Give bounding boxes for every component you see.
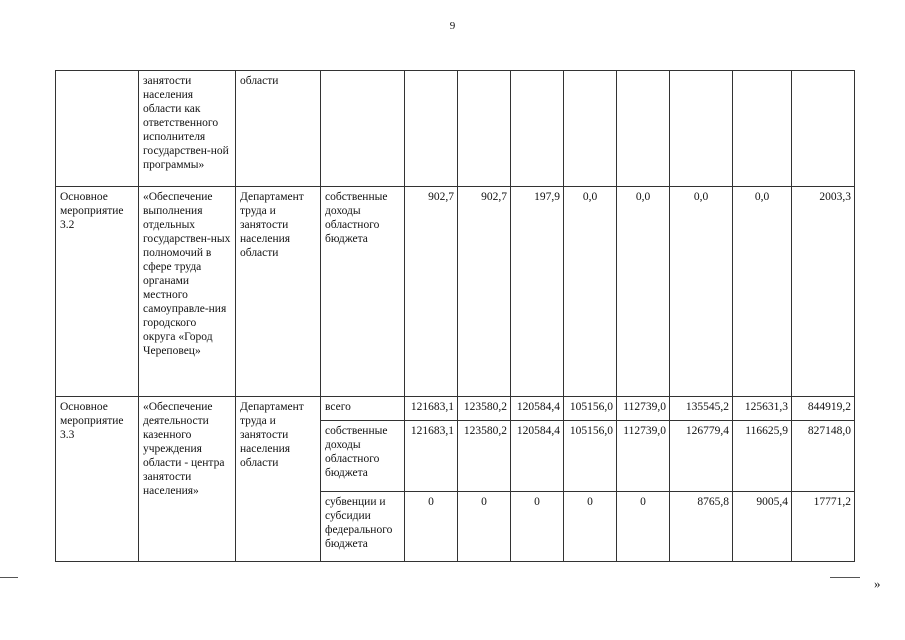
cell-value: 844919,2 xyxy=(792,397,855,421)
cell-activity: Основное мероприятие 3.2 xyxy=(56,187,139,397)
cell-value xyxy=(670,71,733,187)
cell-value xyxy=(458,71,511,187)
cell-source: всего xyxy=(321,397,405,421)
cell-source xyxy=(321,71,405,187)
cell-value: 123580,2 xyxy=(458,421,511,492)
cell-description: «Обеспечение деятельности казенного учреждения области - центра занятости населения» xyxy=(139,397,236,562)
cell-value: 197,9 xyxy=(511,187,564,397)
cell-executor: области xyxy=(236,71,321,187)
cell-value: 126779,4 xyxy=(670,421,733,492)
cell-value xyxy=(617,71,670,187)
closing-quote: » xyxy=(874,576,881,591)
cell-value: 121683,1 xyxy=(405,421,458,492)
right-edge-mark xyxy=(830,577,860,578)
cell-value: 112739,0 xyxy=(617,421,670,492)
cell-value: 0,0 xyxy=(564,187,617,397)
cell-executor: Департамент труда и занятости населения области xyxy=(236,397,321,562)
cell-value: 0,0 xyxy=(733,187,792,397)
cell-activity: Основное мероприятие 3.3 xyxy=(56,397,139,562)
cell-activity xyxy=(56,71,139,187)
table-row xyxy=(56,187,855,397)
cell-value: 125631,3 xyxy=(733,397,792,421)
cell-value: 105156,0 xyxy=(564,421,617,492)
cell-value: 9005,4 xyxy=(733,492,792,562)
table-row xyxy=(56,71,855,187)
budget-table xyxy=(55,70,855,562)
cell-value: 827148,0 xyxy=(792,421,855,492)
cell-value: 902,7 xyxy=(458,187,511,397)
cell-value xyxy=(564,71,617,187)
cell-value: 0,0 xyxy=(617,187,670,397)
cell-source: собственные доходы областного бюджета xyxy=(321,187,405,397)
cell-value: 0 xyxy=(511,492,564,562)
cell-value: 135545,2 xyxy=(670,397,733,421)
cell-value: 0 xyxy=(405,492,458,562)
cell-value: 121683,1 xyxy=(405,397,458,421)
cell-value xyxy=(405,71,458,187)
cell-value: 105156,0 xyxy=(564,397,617,421)
cell-value: 2003,3 xyxy=(792,187,855,397)
cell-value: 0 xyxy=(458,492,511,562)
cell-executor: Департамент труда и занятости населения области xyxy=(236,187,321,397)
cell-value: 123580,2 xyxy=(458,397,511,421)
cell-value: 902,7 xyxy=(405,187,458,397)
cell-value xyxy=(792,71,855,187)
cell-value: 17771,2 xyxy=(792,492,855,562)
cell-value: 112739,0 xyxy=(617,397,670,421)
cell-value: 116625,9 xyxy=(733,421,792,492)
cell-description: «Обеспечение выполнения отдельных государствен-ных полномочий в сфере труда органами местного самоуправле-ния городского округа «Город Череповец» xyxy=(139,187,236,397)
cell-value: 0 xyxy=(617,492,670,562)
cell-value: 0 xyxy=(564,492,617,562)
cell-value: 0,0 xyxy=(670,187,733,397)
cell-value xyxy=(511,71,564,187)
cell-source: субвенции и субсидии федерального бюджета xyxy=(321,492,405,562)
left-edge-mark xyxy=(0,577,18,578)
cell-description: занятости населения области как ответственного исполнителя государствен-ной программы» xyxy=(139,71,236,187)
cell-source: собственные доходы областного бюджета xyxy=(321,421,405,492)
page-number: 9 xyxy=(449,20,456,32)
cell-value: 8765,8 xyxy=(670,492,733,562)
cell-value: 120584,4 xyxy=(511,421,564,492)
cell-value: 120584,4 xyxy=(511,397,564,421)
table-row xyxy=(56,397,855,421)
cell-value xyxy=(733,71,792,187)
